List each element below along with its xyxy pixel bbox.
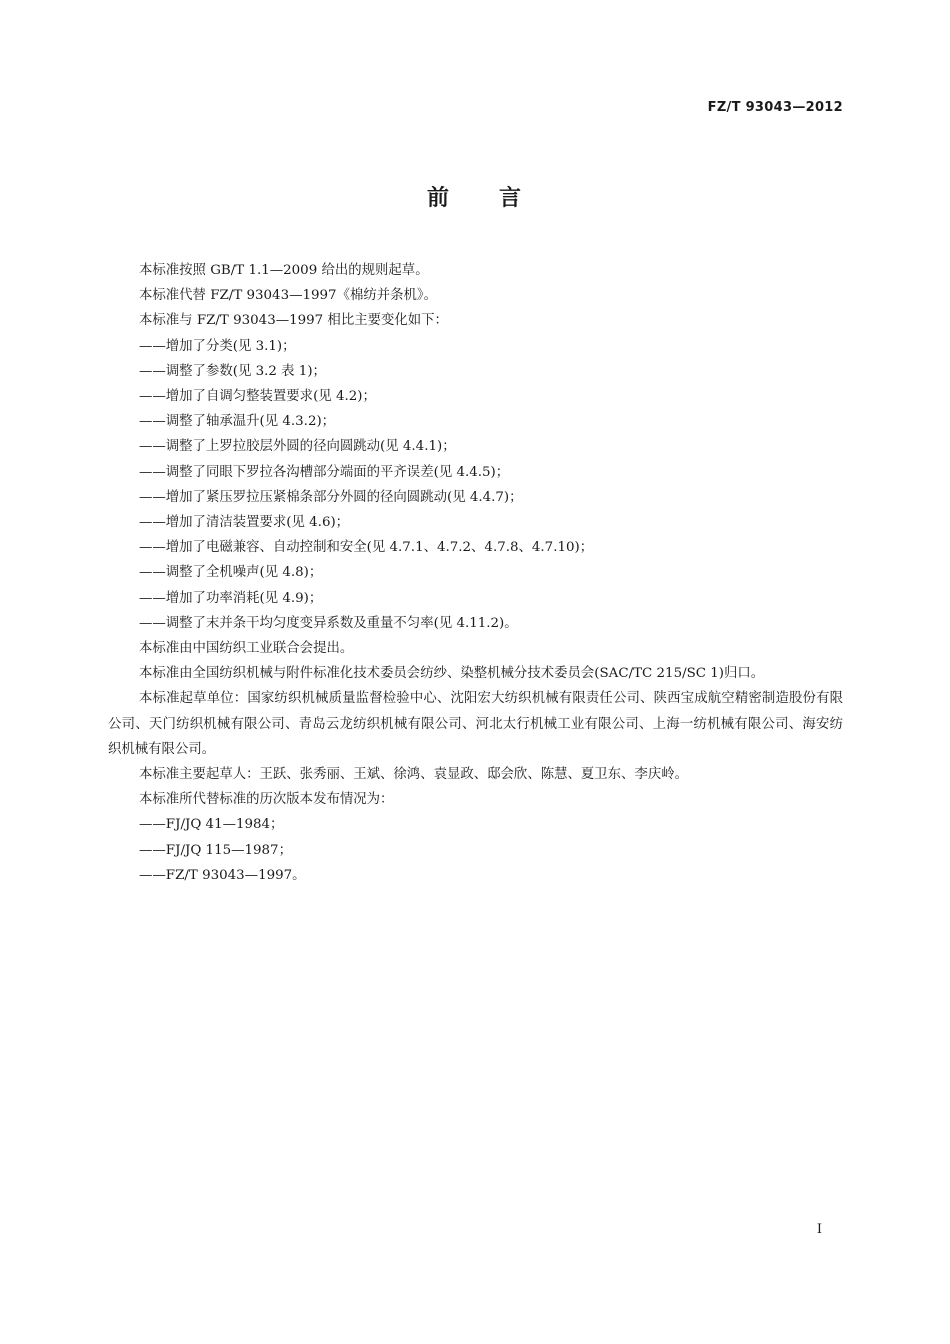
changes-list <box>108 334 843 636</box>
list-item: ——调整了全机噪声(见 4.8)； <box>139 565 323 581</box>
list-item: ——增加了分类(见 3.1)； <box>139 338 296 354</box>
list-item: ——FZ/T 93043—1997。 <box>139 867 306 883</box>
main-changes-intro: 本标准与 FZ/T 93043—1997 相比主要变化如下： <box>139 313 448 329</box>
list-item: ——FJ/JQ 115—1987； <box>139 842 292 858</box>
foreword-body <box>108 258 843 888</box>
page-title: 前 言 <box>426 186 523 211</box>
list-item: ——增加了自调匀整装置要求(见 4.2)； <box>139 389 376 405</box>
list-item: ——增加了电磁兼容、自动控制和安全(见 4.7.1、4.7.2、4.7.8、4.7.10)； <box>139 540 594 556</box>
list-item: ——增加了紧压罗拉压紧棉条部分外圆的径向圆跳动(见 4.4.7)； <box>139 489 523 505</box>
list-item: ——调整了轴承温升(见 4.3.2)； <box>139 414 336 430</box>
proposed-by-paragraph: 本标准由中国纺织工业联合会提出。 <box>139 641 354 657</box>
list-item: ——调整了参数(见 3.2 表 1)； <box>139 363 326 379</box>
list-item: ——增加了功率消耗(见 4.9)； <box>139 590 323 606</box>
list-item: ——调整了同眼下罗拉各沟槽部分端面的平齐误差(见 4.4.5)； <box>139 464 510 480</box>
drafting-rules-paragraph: 本标准按照 GB/T 1.1—2009 给出的规则起草。 <box>139 263 429 278</box>
drafting-units-paragraph: 本标准起草单位：国家纺织机械质量监督检验中心、沈阳宏大纺织机械有限责任公司、陕西宝成航空精密制造股份有限公司、天门纺织机械有限公司、青岛云龙纺织机械有限公司、河北太行机械工业有限公司、上海一纺机械有限公司、海安纺织机械有限公司。 <box>108 691 843 757</box>
drafters-paragraph: 本标准主要起草人：王跃、张秀丽、王斌、徐鸿、袁显政、邸会欣、陈慧、夏卫东、李庆岭。 <box>139 767 689 783</box>
standard-code: FZ/T 93043—2012 <box>707 100 843 115</box>
list-item: ——增加了清洁装置要求(见 4.6)； <box>139 515 350 531</box>
history-intro-paragraph: 本标准所代替标准的历次版本发布情况为： <box>139 792 394 808</box>
page-number: I <box>816 1222 822 1237</box>
centralized-by-paragraph: 本标准由全国纺织机械与附件标准化技术委员会纺纱、染整机械分技术委员会(SAC/TC 215/SC 1)归口。 <box>139 666 765 682</box>
history-list <box>108 812 843 888</box>
list-item: ——调整了上罗拉胶层外圆的径向圆跳动(见 4.4.1)； <box>139 439 456 455</box>
list-item: ——调整了末并条干均匀度变异系数及重量不匀率(见 4.11.2)。 <box>139 615 518 631</box>
replaces-paragraph: 本标准代替 FZ/T 93043—1997《棉纺并条机》。 <box>139 288 437 304</box>
list-item: ——FJ/JQ 41—1984； <box>139 817 284 833</box>
